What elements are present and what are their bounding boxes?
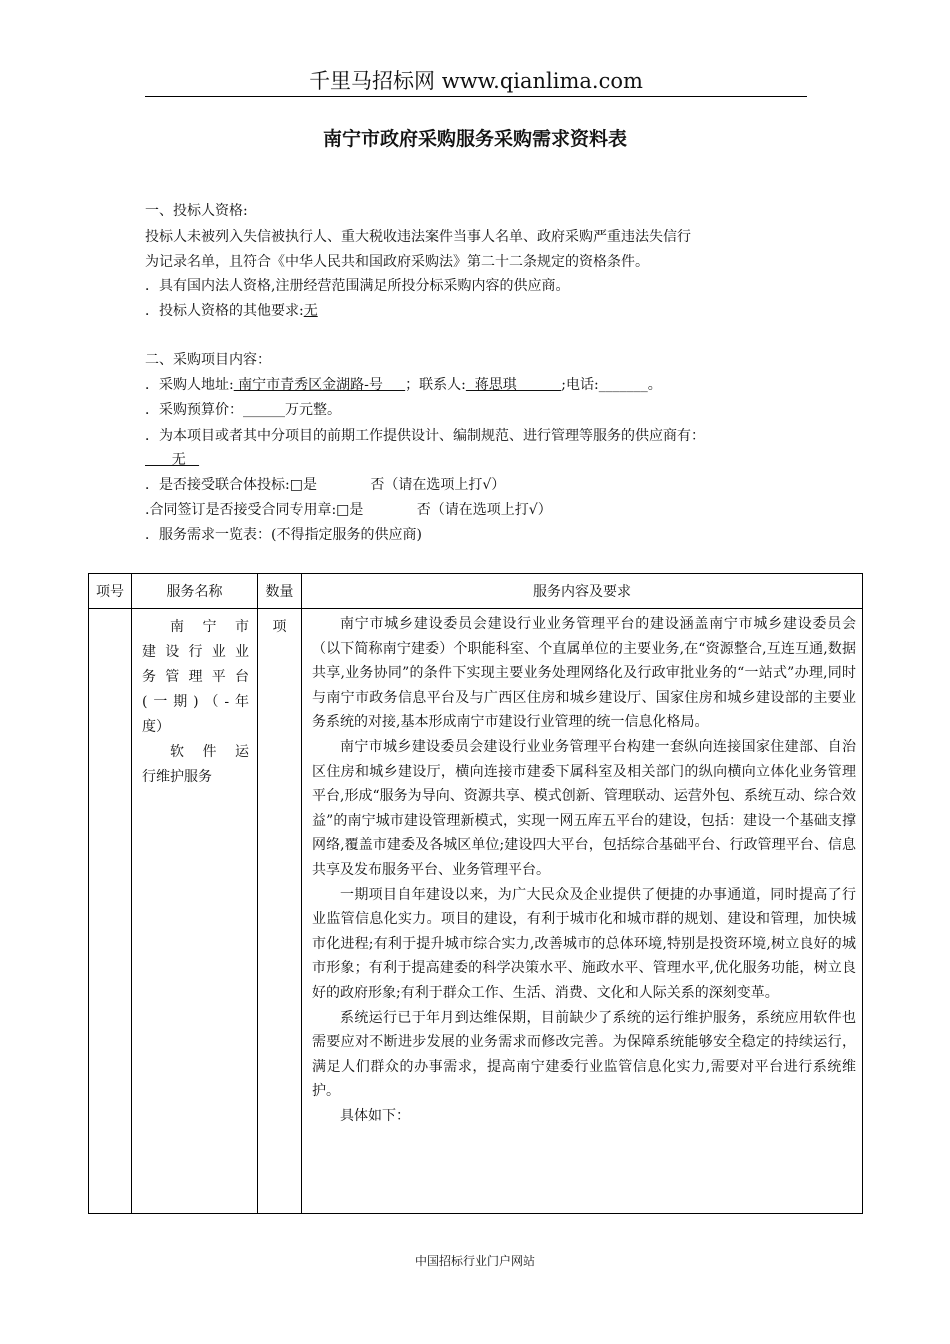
address-value: 南宁市青秀区金湖路-号 xyxy=(233,377,406,393)
service-name-line: 南宁市 xyxy=(170,619,249,635)
service-name-line: 行维护服务 xyxy=(142,769,212,785)
table-row xyxy=(89,609,863,1214)
header-quantity: 数量 xyxy=(258,574,302,609)
page-footer: 中国招标行业门户网站 xyxy=(414,1254,535,1268)
section1-item2 xyxy=(145,301,318,321)
service-name-line: 建设行业业 xyxy=(142,644,249,660)
page-title: 南宁市政府采购服务采购需求资料表 xyxy=(322,128,627,150)
table-header-row xyxy=(89,574,863,609)
site-header: 千里马招标网 www.qianlima.com xyxy=(145,66,807,97)
address-label: ．采购人地址: xyxy=(145,377,234,393)
prior-work-value: 无 xyxy=(145,452,200,468)
section1-para-line1: 投标人未被列入失信被执行人、重大税收违法案件当事人名单、政府采购严重违法失信行 xyxy=(145,229,691,245)
section1-heading: 一、投标人资格: xyxy=(145,203,248,219)
service-name-line: (一期)（-年 xyxy=(142,694,249,710)
phone-value: _______ xyxy=(598,377,648,393)
content-paragraph: 具体如下： xyxy=(340,1107,410,1124)
header-index: 项号 xyxy=(89,574,132,609)
header-service-name: 服务名称 xyxy=(132,574,258,609)
contact-value: 蒋思琪 xyxy=(465,377,562,393)
service-name-line: 务管理平台 xyxy=(142,669,249,685)
phone-label: ;电话: xyxy=(561,377,599,393)
other-requirements-label: ．投标人资格的其他要求: xyxy=(145,303,304,319)
phone-end: 。 xyxy=(647,377,662,393)
content-paragraph: 一期项目自年建设以来，为广大民众及企业提供了便捷的办事通道，同时提高了行业监管信息化实力。项目的建设，有利于城市化和城市群的规划、建设和管理，加快城市化进程;有利于提升城市综合实力,改善城市的总体环境,特别是投资环境,树立良好的城市形象；有利于提高建委的科学决策水平、施政水平、管理水平,优化服务功能，树立良好的政府形象;有利于群众工作、生活、消费、文化和人际关系的深刻变革。 xyxy=(312,886,856,1001)
row-service-name xyxy=(132,609,258,1214)
row-content xyxy=(302,609,863,1214)
service-name-line: 软件运 xyxy=(170,744,249,760)
content-paragraph: 南宁市城乡建设委员会建设行业业务管理平台构建一套纵向连接国家住建部、自治区住房和城乡建设厅，横向连接市建委下属科室及相关部门的纵向横向立体化业务管理平台,形成“服务为导向、资源共享、模式创新、管理联动、运营外包、系统互动、综合效益”的南宁城市建设管理新模式，实现一网五库五平台的建设，包括：建设一个基础支撑网络,覆盖市建委及各城区单位;建设四大平台，包括综合基础平台、行政管理平台、信息共享及发布服务平台、业务管理平台。 xyxy=(312,738,856,878)
contact-label: ；联系人: xyxy=(405,377,466,393)
budget-value: ______ xyxy=(243,402,285,418)
content-paragraph: 南宁市城乡建设委员会建设行业业务管理平台的建设涵盖南宁市城乡建设委员会（以下简称南宁建委）个职能科室、个直属单位的主要业务,在“资源整合,互连互通,数据共享,业务协同”的条件下实现主要业务处理网络化及行政审批业务的“一站式”办理,同时与南宁市政务信息平台及与广西区住房和城乡建设厅、国家住房和城乡建设部的主要业务系统的对接,基本形成南宁市建设行业管理的统一信息化格局。 xyxy=(312,616,856,731)
consortium-line: ．是否接受联合体投标:□是 否（请在选项上打√） xyxy=(145,477,506,493)
service-list-line: ．服务需求一览表：(不得指定服务的供应商) xyxy=(145,527,422,543)
prior-work-line: ．为本项目或者其中分项目的前期工作提供设计、编制规范、进行管理等服务的供应商有： xyxy=(145,428,705,444)
budget-label: ．采购预算价： xyxy=(145,402,243,418)
section1-para-line2: 为记录名单，且符合《中华人民共和国政府采购法》第二十二条规定的资格条件。 xyxy=(145,254,649,270)
budget-unit: 万元整。 xyxy=(285,402,341,418)
other-requirements-value: 无 xyxy=(303,303,318,319)
section2-heading: 二、采购项目内容： xyxy=(145,352,271,368)
service-requirements-table xyxy=(88,573,863,1214)
purchaser-info-line xyxy=(145,375,662,395)
content-paragraph: 系统运行已于年月到达维保期，目前缺少了系统的运行维护服务，系统应用软件也需要应对不断进步发展的业务需求而修改完善。为保障系统能够安全稳定的持续运行，满足人们群众的办事需求，提高南宁建委行业监管信息化实力,需要对平台进行系统维护。 xyxy=(312,1009,856,1100)
row-index xyxy=(89,609,132,1214)
budget-line xyxy=(145,400,341,420)
contract-seal-line: .合同签订是否接受合同专用章:□是 否（请在选项上打√） xyxy=(145,502,552,518)
section1-item1: ．具有国内法人资格,注册经营范围满足所投分标采购内容的供应商。 xyxy=(145,278,570,294)
header-content: 服务内容及要求 xyxy=(302,574,863,609)
row-quantity: 项 xyxy=(258,609,302,1214)
service-name-line: 度） xyxy=(142,719,170,735)
